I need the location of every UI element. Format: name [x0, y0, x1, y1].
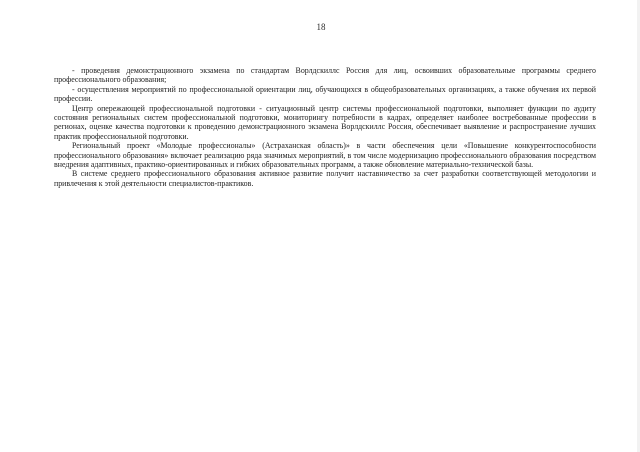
paragraph-regional-project: Региональный проект «Молодые профессионалы» (Астраханская область)» в части обеспечения цели «Повышение конкурентоспособности профессионального образования» включает реализацию ряда значимых мероприятий, в том числе модернизацию профессионального образования посредством внедрения адаптивных, практико-ориентированных и гибких образовательных программ, а также обновление материально-технической базы. — [54, 141, 596, 170]
paragraph-demo-exam: - проведения демонстрационного экзамена по стандартам Ворлдскиллс Россия для лиц, освоивших образовательные программы среднего профессионального образования; — [54, 66, 596, 85]
paragraph-career-guidance: - осуществления мероприятий по профессиональной ориентации лиц, обучающихся в общеобразовательных организациях, а также обучения их первой профессии. — [54, 84, 596, 104]
document-body — [54, 66, 596, 188]
paragraph-advanced-training-center: Центр опережающей профессиональной подготовки - ситуационный центр системы профессиональной подготовки, выполняет функции по аудиту состояния региональных систем профессиональной подготовки, мониторингу потребности в кадрах, определяет наиболее востребованные профессии в регионах, оценке качества подготовки к проведению демонстрационного экзамена Ворлдскиллс Россия, обеспечивает выявление и распространение лучших практик профессиональной подготовки. — [54, 103, 596, 141]
paragraph-mentoring: В системе среднего профессионального образования активное развитие получит наставничество за счет разработки соответствующей методологии и привлечения к этой деятельности специалистов-практиков. — [54, 169, 596, 188]
page-number: 18 — [316, 22, 326, 32]
